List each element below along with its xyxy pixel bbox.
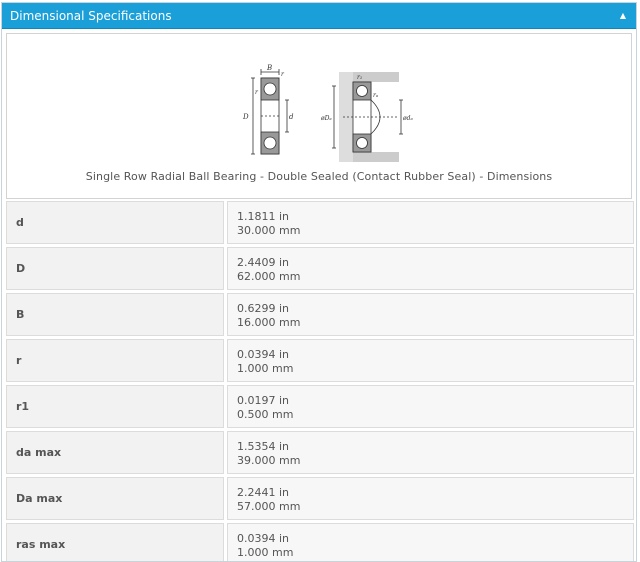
label-D: D bbox=[243, 113, 249, 121]
value-mm: 62.000 mm bbox=[237, 270, 301, 283]
table-row bbox=[6, 385, 634, 428]
label-ras: rₐ bbox=[373, 92, 379, 99]
label-r-side: r bbox=[255, 89, 258, 96]
bearing-mounting-view bbox=[332, 72, 403, 162]
chevron-up-icon[interactable]: ▲ bbox=[619, 11, 627, 20]
table-row bbox=[6, 431, 634, 474]
table-row bbox=[6, 293, 634, 336]
label-da: ødₐ bbox=[403, 115, 413, 122]
table-row bbox=[6, 339, 634, 382]
spec-label: d bbox=[6, 201, 224, 244]
spec-value bbox=[227, 247, 634, 290]
spec-label: r1 bbox=[6, 385, 224, 428]
panel-title: Dimensional Specifications bbox=[10, 8, 172, 23]
value-in: 1.5354 in bbox=[237, 440, 290, 453]
diagram-caption: Single Row Radial Ball Bearing - Double Sealed (Contact Rubber Seal) - Dimensions bbox=[85, 170, 553, 183]
spec-value bbox=[227, 339, 634, 382]
value-mm: 1.000 mm bbox=[237, 546, 294, 559]
spec-label: B bbox=[6, 293, 224, 336]
label-B: B bbox=[267, 64, 273, 72]
spec-label: Da max bbox=[6, 477, 224, 520]
value-in: 2.2441 in bbox=[237, 486, 290, 499]
spec-value bbox=[227, 431, 634, 474]
spec-value bbox=[227, 385, 634, 428]
dimensional-specifications-panel bbox=[1, 2, 637, 562]
label-r-top: r bbox=[281, 71, 284, 78]
value-mm: 30.000 mm bbox=[237, 224, 301, 237]
value-mm: 39.000 mm bbox=[237, 454, 301, 467]
spec-table bbox=[6, 201, 634, 562]
value-in: 0.0197 in bbox=[237, 394, 290, 407]
value-mm: 1.000 mm bbox=[237, 362, 294, 375]
table-row bbox=[6, 477, 634, 520]
value-in: 0.0394 in bbox=[237, 348, 290, 361]
spec-label: r bbox=[6, 339, 224, 382]
bearing-section-view bbox=[251, 69, 289, 154]
spec-value bbox=[227, 201, 634, 244]
value-in: 0.6299 in bbox=[237, 302, 290, 315]
panel-header[interactable] bbox=[2, 3, 636, 29]
value-mm: 0.500 mm bbox=[237, 408, 294, 421]
value-mm: 16.000 mm bbox=[237, 316, 301, 329]
spec-value bbox=[227, 523, 634, 562]
table-row bbox=[6, 523, 634, 562]
spec-value bbox=[227, 477, 634, 520]
value-in: 0.0394 in bbox=[237, 532, 290, 545]
label-Da: øDₐ bbox=[321, 115, 332, 122]
value-in: 1.1811 in bbox=[237, 210, 290, 223]
label-r1: r₁ bbox=[357, 74, 363, 81]
bearing-diagram-box bbox=[6, 33, 632, 199]
table-row bbox=[6, 247, 634, 290]
bearing-dimension-drawing bbox=[239, 64, 419, 164]
table-row bbox=[6, 201, 634, 244]
spec-label: D bbox=[6, 247, 224, 290]
spec-label: ras max bbox=[6, 523, 224, 562]
value-mm: 57.000 mm bbox=[237, 500, 301, 513]
spec-value bbox=[227, 293, 634, 336]
spec-label: da max bbox=[6, 431, 224, 474]
label-d: d bbox=[289, 113, 294, 121]
value-in: 2.4409 in bbox=[237, 256, 290, 269]
